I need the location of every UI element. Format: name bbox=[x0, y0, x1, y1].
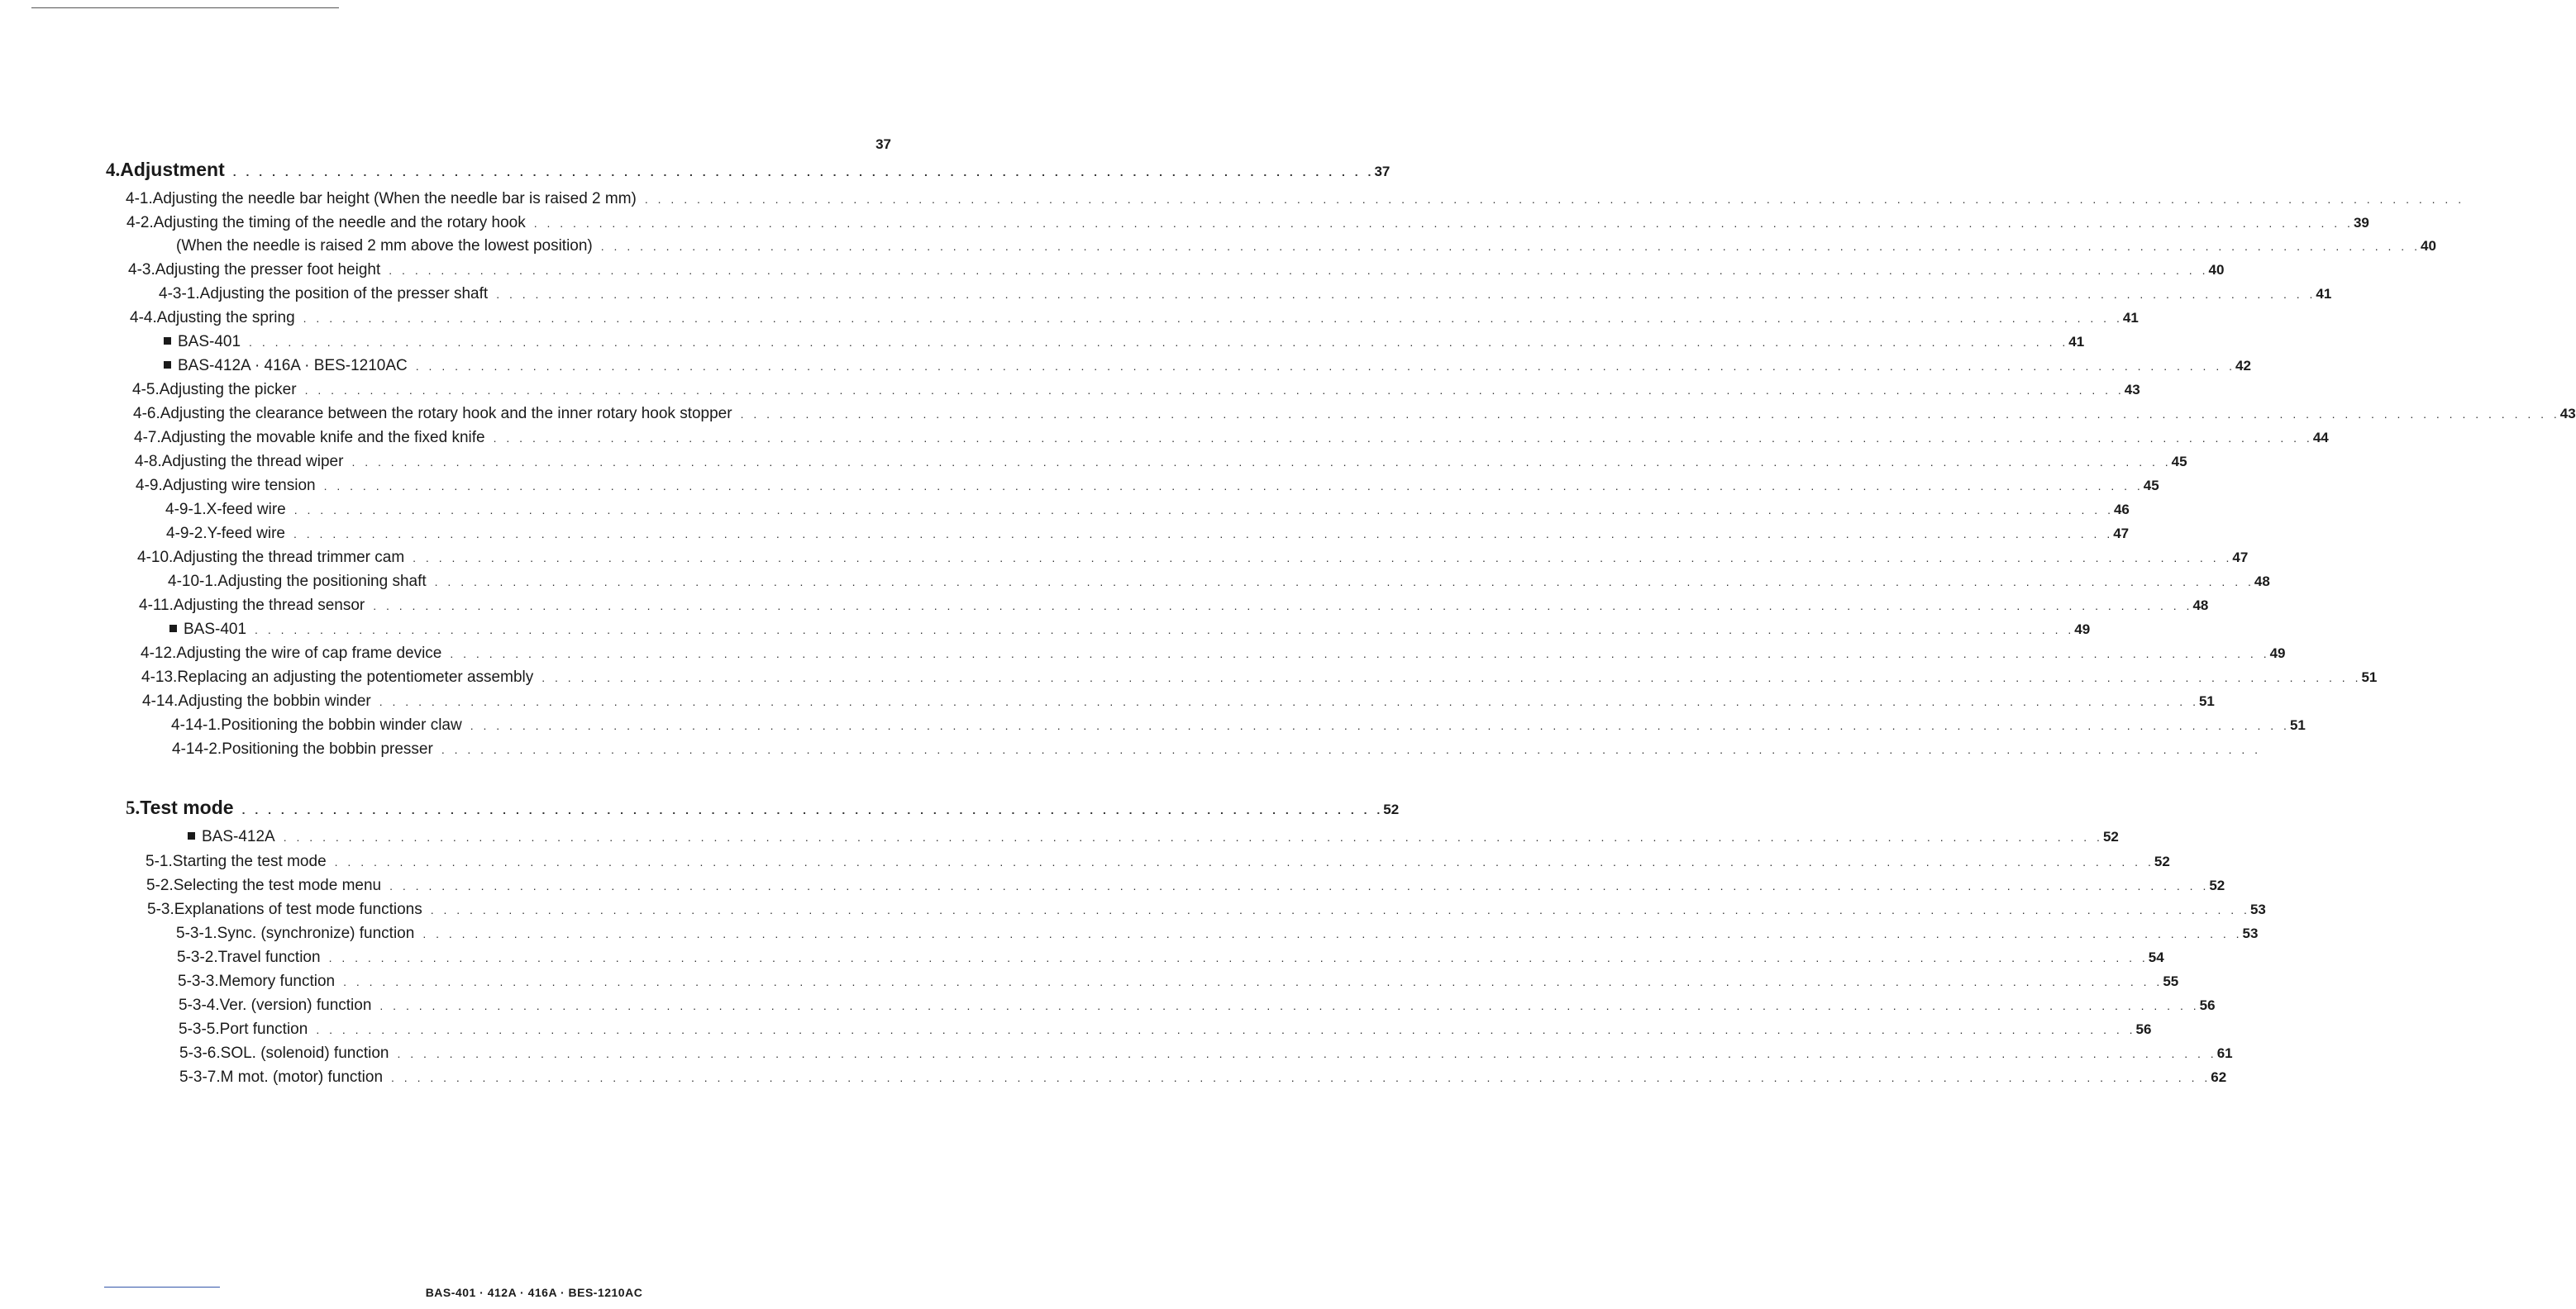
toc-entry-number: 4-14-1. bbox=[171, 716, 222, 734]
toc-entry-title: Selecting the test mode menu bbox=[173, 877, 382, 894]
toc-page-number: 52 bbox=[2209, 878, 2225, 893]
toc-entry-title: (When the needle is raised 2 mm above the lowest position) bbox=[176, 237, 593, 255]
toc-entry-title: X-feed wire bbox=[206, 501, 286, 518]
dot-leader: . . . . . . . . . . . . . . . . . . . . . . . . . . . . . . . . . . . . . . . . . . . . . . . . . . . . . . . . . . . . . . . . . . . . . . . . . . . . . . . . . . . . . . . . . . . . . . . . . . . . . . . . . . . . . . . . . . . . . . . . . . . . . . . . . . . . . . . . . . . . bbox=[293, 527, 2114, 540]
toc-page-number: 45 bbox=[2143, 478, 2159, 493]
toc-page-number: 41 bbox=[2316, 286, 2332, 302]
toc-entry[interactable] bbox=[126, 212, 2369, 234]
toc-heading-title: Test mode bbox=[140, 797, 234, 818]
toc-entry-title: Adjusting wire tension bbox=[162, 477, 316, 494]
dot-leader: . . . . . . . . . . . . . . . . . . . . . . . . . . . . . . . . . . . . . . . . . . . . . . . . . . . . . . . . . . . . . . . . . . . . . . . . . . . . . . . . . . . . . . . . . . . . . . . . . . . . . . . . . . . . . . . . . . . . . . . . . . . . . . . . . . . . . . . . . . . . bbox=[389, 879, 2210, 892]
toc-entry-title: Adjusting the presser foot height bbox=[155, 261, 381, 278]
toc-entry-number: 5-3. bbox=[147, 901, 174, 918]
toc-page-number: 52 bbox=[2102, 829, 2119, 845]
toc-heading-title: Adjustment bbox=[120, 159, 225, 180]
toc-entry[interactable] bbox=[136, 475, 2159, 497]
toc-entry-number: 4-7. bbox=[134, 429, 161, 446]
dot-leader: . . . . . . . . . . . . . . . . . . . . . . . . . . . . . . . . . . . . . . . . . . . . . . . . . . . . . . . . . . . . . . . . . . . . . . . . . . . . . . . . . . . . . . . . . . . . . . . . . . . . . . . . . . . . . . . . . . . . . . . . . . . . . . . . . . . . . . . . . . . . bbox=[334, 855, 2154, 869]
toc-entry[interactable] bbox=[177, 947, 2164, 969]
toc-entry-number: 5-3-6. bbox=[179, 1045, 221, 1062]
toc-entry-title: BAS-401 bbox=[184, 621, 247, 638]
toc-entry[interactable] bbox=[168, 571, 2270, 593]
dot-leader: . . . . . . . . . . . . . . . . . . . . . . . . . . . . . . . . . . . . . . . . . . . . . . . . . . . . . . . . . . . . . . . . . . . . . . . . . . . . . . . . . . . . . . . . . . . . . . . . . . . . . . . . . . . . . . . . . . . . . . . . . . . . . . . . . . . . . . . . . . . . bbox=[470, 719, 2290, 732]
toc-page-number: 55 bbox=[2163, 973, 2179, 989]
dot-leader: . . . . . . . . . . . . . . . . . . . . . . . . . . . . . . . . . . . . . . . . . . . . . . . . . . . . . . . . . . . . . . . . . . . . . . . . . . . . . . . . . . . . . . . . . . . . . . . . . . . . . . . . . . . . . . . . . . . . . . . . . . . . . . . . . . . . . . . . . . . . bbox=[283, 831, 2103, 844]
toc-entry-number: 4-4. bbox=[130, 309, 157, 326]
toc-entry[interactable] bbox=[179, 1067, 2227, 1088]
toc-entry[interactable] bbox=[142, 691, 2215, 712]
toc-page-number: 37 bbox=[1374, 164, 1391, 179]
square-bullet-icon bbox=[164, 361, 171, 369]
toc-page-number: 54 bbox=[2148, 950, 2164, 965]
square-bullet-icon bbox=[188, 826, 202, 848]
toc-entry-title: Travel function bbox=[217, 949, 321, 966]
toc-page-number: 45 bbox=[2171, 454, 2187, 469]
toc-entry[interactable] bbox=[178, 971, 2179, 992]
toc-entry[interactable] bbox=[188, 826, 2119, 848]
toc-page-number: 56 bbox=[2199, 997, 2216, 1013]
dot-leader: . . . . . . . . . . . . . . . . . . . . . . . . . . . . . . . . . . . . . . . . . . . . . . . . . . . . . . . . . . . . . . . . . . . . . . . . . . . . . . . . . . . . . . . . . . . . . . . . . . . . . . . . . . . . . . . . . . . . . . . . . . . . . . . . . . . . . . . . . . . . bbox=[541, 671, 2362, 684]
toc-entry-title: SOL. (solenoid) function bbox=[220, 1045, 389, 1062]
toc-entry-title: Adjusting the timing of the needle and the rotary hook bbox=[153, 214, 526, 231]
toc-entry-number: 4-3-1. bbox=[159, 285, 200, 302]
dot-leader: . . . . . . . . . . . . . . . . . . . . . . . . . . . . . . . . . . . . . . . . . . . . . . . . . . . . . . . . . . . . . . . . . . . . . . . . . . . . . . . . . . . . . . . . . . . . . . . . . . . . . . . . . . . . . . . . . . . . . . . . . . . . . . . . . . . . . . . . . . . . bbox=[293, 503, 2114, 516]
dot-leader: . . . . . . . . . . . . . . . . . . . . . . . . . . . . . . . . . . . . . . . . . . . . . . . . . . . . . . . . . . . . . . . . . . . . . . . . . . . . . . . . . . . . . . . . . . . . . . . . . . . . . . . . . . . . . . . . . . . . . . . . . . . . . . . . . . . . . . . . . . . . bbox=[249, 336, 2069, 349]
toc-entry-number: 5-3-3. bbox=[178, 973, 219, 990]
toc-page-number: 47 bbox=[2113, 526, 2130, 541]
dot-leader: . . . . . . . . . . . . . . . . . . . . . . . . . . . . . . . . . . . . . . . . . . . . . . . . . . . . . . . . . . . . . . . . . . . . . . . . . . . . . . . . . . . . . . . . . . . . . . . . . . . . . . . . . . . . . . . . . . . . . . . . . . . . . . . . . . . . . . . . . . . . bbox=[379, 695, 2199, 708]
toc-entry[interactable] bbox=[166, 523, 2130, 545]
toc-entry-title: Port function bbox=[219, 1021, 308, 1038]
toc-entry-number: 4-6. bbox=[133, 405, 160, 422]
toc-entry-title: Adjusting the picker bbox=[159, 381, 297, 398]
toc-entry-title: Adjusting the needle bar height (When the needle bar is raised 2 mm) bbox=[152, 190, 637, 207]
toc-entry-number: 4-9-2. bbox=[166, 525, 208, 542]
toc-entry[interactable] bbox=[165, 499, 2130, 521]
toc-page-number: 51 bbox=[2361, 669, 2378, 685]
dot-leader: . . . . . . . . . . . . . . . . . . . . . . . . . . . . . . . . . . . . . . . . . . . . . . . . . . . . . . . . . . . . . . . . . . . . . . . . . . . . . . . . . . . . . . . . . . . . . . . . . . . . . . . . . . . . . . . . . . . . . . . . . . . . . . . . . . . . . . . . . . . . bbox=[441, 743, 2262, 756]
toc-entry-number: 4-9-1. bbox=[165, 501, 207, 518]
dot-leader: . . . . . . . . . . . . . . . . . . . . . . . . . . . . . . . . . . . . . . . . . . . . . . . . . . . . . . . . . . . . . . . . . . . . . . . . . . . . . . . . . . . . . . . . . . . . . . . . . . . . . . . . . . . . . . . . . . . . . . . . . . . . . . . . . . . . . . . . . . . . bbox=[303, 312, 2123, 325]
toc-entry-number: 4-2. bbox=[126, 214, 154, 231]
toc-entry-number: 4-12. bbox=[141, 645, 177, 662]
toc-entry[interactable] bbox=[132, 379, 2140, 401]
toc-entry-number: 4-9. bbox=[136, 477, 163, 494]
toc-entry-title: Adjusting the thread trimmer cam bbox=[173, 549, 405, 566]
toc-page-number: 48 bbox=[2254, 574, 2270, 589]
toc-entry[interactable] bbox=[126, 188, 2465, 210]
toc-page-number: 49 bbox=[2269, 645, 2286, 661]
toc-entry[interactable] bbox=[139, 595, 2209, 616]
square-bullet-icon bbox=[188, 832, 195, 840]
toc-entry-title: BAS-401 bbox=[178, 333, 241, 350]
toc-page-number: 41 bbox=[2068, 334, 2085, 350]
toc-page-number: 42 bbox=[2235, 358, 2251, 374]
toc-page-number: 53 bbox=[2242, 926, 2259, 941]
toc-entry-number: 4-14-2. bbox=[172, 740, 222, 758]
square-bullet-icon bbox=[164, 355, 178, 377]
toc-entry-number: 5-3-7. bbox=[179, 1069, 221, 1086]
toc-entry[interactable] bbox=[133, 403, 2576, 425]
square-bullet-icon bbox=[164, 331, 178, 353]
toc-entry-number: 5-3-1. bbox=[176, 925, 217, 942]
toc-page-number: 56 bbox=[2135, 1021, 2152, 1037]
dot-leader: . . . . . . . . . . . . . . . . . . . . . . . . . . . . . . . . . . . . . . . . . . . . . . . . . . . . . . . . . . . . . . . . . . . . . . . . . . . . . . . . . . . . . . . . bbox=[241, 803, 1384, 816]
toc-entry-title: Positioning the bobbin winder claw bbox=[221, 716, 462, 734]
dot-leader: . . . . . . . . . . . . . . . . . . . . . . . . . . . . . . . . . . . . . . . . . . . . . . . . . . . . . . . . . . . . . . . . . . . . . . . . . . . . . . . . . . . . . . . . . . . . . . . . . . . . . . . . . . . . . . . . . . . . . . . . . . . . . . . . . . . . . . . . . . . . bbox=[397, 1047, 2217, 1060]
dot-leader: . . . . . . . . . . . . . . . . . . . . . . . . . . . . . . . . . . . . . . . . . . . . . . . . . . . . . . . . . . . . . . . . . . . . . . . . . . . . . . . . . . . . . . . . . . . . . . . . . . . . . . . . . . . . . . . . . . . . . . . . . . . . . . . . . . . . . . . . . . . . bbox=[600, 240, 2421, 253]
toc-entry-number: 4-1. bbox=[126, 190, 153, 207]
toc-heading-number: 5. bbox=[126, 797, 141, 818]
toc-entry[interactable] bbox=[164, 331, 2085, 353]
square-bullet-icon bbox=[169, 619, 184, 640]
dot-leader: . . . . . . . . . . . . . . . . . . . . . . . . . . . . . . . . . . . . . . . . . . . . . . . . . . . . . . . . . . . . . . . . . . . . . . . . . . . . . . . . . . . . . . . . . . . . . . . . . . . . . . . . . . . . . . . . . . . . . . . . . . . . . . . . . . . . . . . . . . . . bbox=[644, 193, 2465, 206]
toc-entry[interactable] bbox=[128, 259, 2225, 281]
toc-entry-number: 4-5. bbox=[132, 381, 160, 398]
toc-heading-number: 4. bbox=[106, 159, 121, 180]
toc-entry[interactable] bbox=[137, 547, 2249, 569]
toc-entry-title: Memory function bbox=[218, 973, 336, 990]
dot-leader: . . . . . . . . . . . . . . . . . . . . . . . . . . . . . . . . . . . . . . . . . . . . . . . . . . . . . . . . . . . . . . . . . . . . . . . . . . . . . . . . . . . . . . . . . . . . . . . . . . . . . . . . . . . . . . . . . . . . . . . . . . . . . . . . . . . . . . . . . . . . bbox=[389, 264, 2209, 277]
toc-entry-title: Adjusting the clearance between the rotary hook and the inner rotary hook stopper bbox=[160, 405, 732, 422]
toc-entry[interactable] bbox=[172, 739, 2262, 760]
square-bullet-icon bbox=[169, 625, 177, 632]
dot-leader: . . . . . . . . . . . . . . . . . . . . . . . . . . . . . . . . . . . . . . . . . . . . . . . . . . . . . . . . . . . . . . . . . . . . . . . . . . . . . . . . . . . . . . . . . . . . . . . . . . . . . . . . . . . . . . . . . . . . . . . . . . . . . . . . . . . . . . . . . . . . bbox=[351, 455, 2172, 469]
toc-entry-number: 5-2. bbox=[146, 877, 174, 894]
toc-entry[interactable] bbox=[159, 283, 2332, 305]
toc-entry-title: Adjusting the positioning shaft bbox=[217, 573, 427, 590]
toc-page-number: 46 bbox=[2113, 502, 2130, 517]
dot-leader: . . . . . . . . . . . . . . . . . . . . . . . . . . . . . . . . . . . . . . . . . . . . . . . . . . . . . . . . . . . . . . . . . . . . . . . . . . . . . . . . . . . . . . . . . . . . . . . . . . . . . . . . . . . . . . . . . . . . . . . . . . . . . . . . . . . . . . . . . . . . bbox=[304, 383, 2125, 397]
toc-entry[interactable] bbox=[179, 1043, 2233, 1064]
toc-page-number: 47 bbox=[2232, 550, 2249, 565]
toc-entry[interactable] bbox=[141, 643, 2286, 664]
toc-entry-number: 4-11. bbox=[139, 597, 174, 614]
toc-page-number: 52 bbox=[1383, 802, 1400, 817]
toc-entry-number: 4-10. bbox=[137, 549, 174, 566]
toc-page-number: 48 bbox=[2192, 597, 2209, 613]
toc-page-number: 39 bbox=[2353, 215, 2369, 231]
toc-entry-number: 4-3. bbox=[128, 261, 155, 278]
toc-page-number: 40 bbox=[2420, 238, 2436, 254]
toc-page-number: 49 bbox=[2074, 621, 2091, 637]
toc-page-number: 53 bbox=[2249, 902, 2266, 917]
toc-entry-title: Adjusting the thread sensor bbox=[173, 597, 365, 614]
dot-leader: . . . . . . . . . . . . . . . . . . . . . . . . . . . . . . . . . . . . . . . . . . . . . . . . . . . . . . . . . . . . . . . . . . . . . . . . . . . . . . . . . . . . . . . . . . . . . . . . . . . . . . . . . . . . . . . . . . . . . . . . . . . . . . . . . . . . . . . . . . . . bbox=[391, 1071, 2211, 1084]
toc-entry-title: Explanations of test mode functions bbox=[174, 901, 422, 918]
dot-leader: . . . . . . . . . . . . . . . . . . . . . . . . . . . . . . . . . . . . . . . . . . . . . . . . . . . . . . . . . . . . . . . . . . . . . . . . . . . . . . . . . . . . . . . . . . . . . . . . . . . . . . . . . . . . . . . . . . . . . . . . . . . . . . . . . . . . . . . . . . . . bbox=[434, 575, 2254, 588]
toc-entry-title: Ver. (version) function bbox=[219, 997, 372, 1014]
dot-leader: . . . . . . . . . . . . . . . . . . . . . . . . . . . . . . . . . . . . . . . . . . . . . . . . . . . . . . . . . . . . . . . . . . . . . . . . . . . . . . . . . . . . . . . . . . . . . . . . . . . . . . . . . . . . . . . . . . . . . . . . . . . . . . . . . . . . . . . . . . . . bbox=[415, 359, 2235, 373]
dot-leader: . . . . . . . . . . . . . . . . . . . . . . . . . . . . . . . . . . . . . . . . . . . . . . . . . . . . . . . . . . . . . . . . . . . . . . . . . . . . . . . . . . . . . . . . . . . . . . . . . . . . . . . . . . . . . . . . . . . . . . . . . . . . . . . . . . . . . . . . . . . . bbox=[533, 217, 2354, 230]
toc-entry-title: Adjusting the spring bbox=[156, 309, 295, 326]
toc-entry[interactable] bbox=[145, 851, 2170, 873]
toc-entry-title: Replacing an adjusting the potentiometer assembly bbox=[177, 669, 534, 686]
toc-heading-adjustment[interactable] bbox=[106, 157, 1391, 182]
footer-model-list: BAS-401 · 412A · 416A · BES-1210AC bbox=[425, 1286, 643, 1299]
toc-entry[interactable] bbox=[179, 995, 2216, 1016]
dot-leader: . . . . . . . . . . . . . . . . . . . . . . . . . . . . . . . . . . . . . . . . . . . . . . . . . . . . . . . . . . . . . . . . . . . . . . . . . . . . . . . . . . . . . . . . . . . . . . . . . . . . . . . . . . . . . . . . . . . . . . . . . . . . . . . . . . . . . . . . . . . . bbox=[740, 407, 2560, 421]
toc-entry[interactable] bbox=[176, 236, 2436, 257]
toc-entry-title: Sync. (synchronize) function bbox=[217, 925, 415, 942]
toc-entry-number: 4-13. bbox=[141, 669, 178, 686]
toc-entry-title: Starting the test mode bbox=[172, 853, 327, 870]
dot-leader: . . . . . . . . . . . . . . . . . . . . . . . . . . . . . . . . . . . . . . . . . . . . . . . . . . . . . . . . . . . . . . . . . . . . . . . . . . . . . . . . . . . . . . . . . . . . . . . . . . . . . . . . . . . . . . . . . . . . . . . . . . . . . . . . . . . . . . . . . . . . bbox=[379, 999, 2200, 1012]
dot-leader: . . . . . . . . . . . . . . . . . . . . . . . . . . . . . . . . . . . . . . . . . . . . . . . . . . . . . . . . . . . . . . . . . . . . . . . . . . . . . . . . . . . . . . . . . . . . . . . . . . . . . . . . . . . . . . . . . . . . . . . . . . . . . . . . . . . . . . . . . . . . bbox=[255, 623, 2075, 636]
dot-leader: . . . . . . . . . . . . . . . . . . . . . . . . . . . . . . . . . . . . . . . . . . . . . . . . . . . . . . . . . . . . . . . . . . . . . . . . . . . . . . . . . . . . . . . . . . . . . . . . . . . . . . . . . . . . . . . . . . . . . . . . . . . . . . . . . . . . . . . . . . . . bbox=[373, 599, 2193, 612]
toc-entry-title: Y-feed wire bbox=[207, 525, 285, 542]
toc-entry[interactable] bbox=[134, 427, 2329, 449]
toc-page-number: 51 bbox=[2198, 693, 2215, 709]
toc-page-number: 43 bbox=[2559, 406, 2576, 421]
toc-page-number: 52 bbox=[2154, 854, 2170, 869]
dot-leader: . . . . . . . . . . . . . . . . . . . . . . . . . . . . . . . . . . . . . . . . . . . . . . . . . . . . . . . . . . . . . . . . . . . . . . . . . . . . . . . . . . . . . . . . . . . . . . . . . . . . . . . . . . . . . . . . . . . . . . . . . . . . . . . . . . . . . . . . . . . . bbox=[413, 551, 2233, 564]
dot-leader: . . . . . . . . . . . . . . . . . . . . . . . . . . . . . . . . . . . . . . . . . . . . . . . . . . . . . . . . . . . . . . . . . . . . . . . . . . . . . . . . . . . . . . . . . . . . . . . . . . . . . . . . . . . . . . . . . . . . . . . . . . . . . . . . . . . . . . . . . . . . bbox=[323, 479, 2144, 493]
dot-leader: . . . . . . . . . . . . . . . . . . . . . . . . . . . . . . . . . . . . . . . . . . . . . . . . . . . . . . . . . . . . . . . . . . . . . . . . . . . . . . . . . . . . . . . . . . . . . . . . . . . . . . . . . . . . . . . . . . . . . . . . . . . . . . . . . . . . . . . . . . . . bbox=[496, 288, 2316, 301]
dot-leader: . . . . . . . . . . . . . . . . . . . . . . . . . . . . . . . . . . . . . . . . . . . . . . . . . . . . . . . . . . . . . . . . . . . . . . . . . . . . . . . . . . . . . . . . . . . . . . . . . . . . . . . . . . . . . . . . . . . . . . . . . . . . . . . . . . . . . . . . . . . . bbox=[430, 903, 2250, 916]
toc-entry[interactable] bbox=[146, 875, 2225, 897]
toc-page-number: 41 bbox=[2122, 310, 2139, 326]
toc-page-number: 44 bbox=[2312, 430, 2329, 445]
toc-page-number: 51 bbox=[2289, 717, 2306, 733]
toc-page-number: 37 bbox=[875, 136, 891, 152]
toc-entry[interactable] bbox=[164, 355, 2251, 377]
toc-entry[interactable] bbox=[147, 899, 2266, 921]
dot-leader: . . . . . . . . . . . . . . . . . . . . . . . . . . . . . . . . . . . . . . . . . . . . . . . . . . . . . . . . . . . . . . . . . . . . . . . . . . . . . . . . . . . . . . . . . . . . . . . . . . . . . . . . . . . . . . . . . . . . . . . . . . . . . . . . . . . . . . . . . . . . bbox=[422, 927, 2243, 940]
toc-page-number: 62 bbox=[2211, 1069, 2227, 1085]
toc-entry-title: Adjusting the position of the presser shaft bbox=[199, 285, 489, 302]
toc-entry-number: 4-14. bbox=[142, 693, 179, 710]
toc-entry-number: 5-3-5. bbox=[179, 1021, 220, 1038]
square-bullet-icon bbox=[164, 337, 171, 345]
toc-entry-title: BAS-412A · 416A · BES-1210AC bbox=[178, 357, 408, 374]
dot-leader: . . . . . . . . . . . . . . . . . . . . . . . . . . . . . . . . . . . . . . . . . . . . . . . . . . . . . . . . . . . . . . . . . . . . . . . . . . . . . . . . . . . . . . . . . . . . . . . . . . . . . . . . . . . . . . . . . . . . . . . . . . . . . . . . . . . . . . . . . . . . bbox=[493, 431, 2313, 445]
toc-page-number: 40 bbox=[2208, 262, 2225, 278]
toc-entry[interactable] bbox=[176, 923, 2259, 945]
toc-page-number: 61 bbox=[2216, 1045, 2233, 1061]
toc-entry-title: Positioning the bobbin presser bbox=[222, 740, 433, 758]
toc-entry-number: 5-1. bbox=[145, 853, 173, 870]
dot-leader: . . . . . . . . . . . . . . . . . . . . . . . . . . . . . . . . . . . . . . . . . . . . . . . . . . . . . . . . . . . . . . . . . . . . . . . . . . . . . . . . . . . . . . . . bbox=[232, 165, 1375, 178]
toc-entry[interactable] bbox=[179, 1019, 2152, 1040]
toc-entry[interactable] bbox=[135, 451, 2187, 473]
dot-leader: . . . . . . . . . . . . . . . . . . . . . . . . . . . . . . . . . . . . . . . . . . . . . . . . . . . . . . . . . . . . . . . . . . . . . . . . . . . . . . . . . . . . . . . . . . . . . . . . . . . . . . . . . . . . . . . . . . . . . . . . . . . . . . . . . . . . . . . . . . . . bbox=[450, 647, 2270, 660]
dot-leader: . . . . . . . . . . . . . . . . . . . . . . . . . . . . . . . . . . . . . . . . . . . . . . . . . . . . . . . . . . . . . . . . . . . . . . . . . . . . . . . . . . . . . . . . . . . . . . . . . . . . . . . . . . . . . . . . . . . . . . . . . . . . . . . . . . . . . . . . . . . . bbox=[328, 951, 2149, 964]
page-footer bbox=[0, 1286, 1012, 1299]
toc-entry-number: 4-10-1. bbox=[168, 573, 218, 590]
toc-entry-title: M mot. (motor) function bbox=[220, 1069, 384, 1086]
toc-entry-title: Adjusting the bobbin winder bbox=[178, 693, 371, 710]
toc-entry-number: 4-8. bbox=[135, 453, 162, 470]
toc-page-number: 43 bbox=[2124, 382, 2140, 397]
dot-leader: . . . . . . . . . . . . . . . . . . . . . . . . . . . . . . . . . . . . . . . . . . . . . . . . . . . . . . . . . . . . . . . . . . . . . . . . . . . . . . . . . . . . . . . . . . . . . . . . . . . . . . . . . . . . . . . . . . . . . . . . . . . . . . . . . . . . . . . . . . . . bbox=[316, 1023, 2136, 1036]
toc-entry-number: 5-3-4. bbox=[179, 997, 220, 1014]
toc-heading-test-mode[interactable] bbox=[126, 795, 1400, 820]
toc-entry-title: Adjusting the wire of cap frame device bbox=[176, 645, 442, 662]
toc-entry-title: BAS-412A bbox=[202, 828, 275, 845]
toc-entry-number: 5-3-2. bbox=[177, 949, 218, 966]
toc-entry-title: Adjusting the movable knife and the fixed knife bbox=[160, 429, 485, 446]
toc-entry[interactable] bbox=[169, 619, 2091, 640]
toc-entry[interactable] bbox=[171, 715, 2306, 736]
toc-entry-title: Adjusting the thread wiper bbox=[161, 453, 344, 470]
toc-entry[interactable] bbox=[141, 667, 2378, 688]
toc-entry[interactable] bbox=[130, 307, 2139, 329]
dot-leader: . . . . . . . . . . . . . . . . . . . . . . . . . . . . . . . . . . . . . . . . . . . . . . . . . . . . . . . . . . . . . . . . . . . . . . . . . . . . . . . . . . . . . . . . . . . . . . . . . . . . . . . . . . . . . . . . . . . . . . . . . . . . . . . . . . . . . . . . . . . . bbox=[343, 975, 2163, 988]
